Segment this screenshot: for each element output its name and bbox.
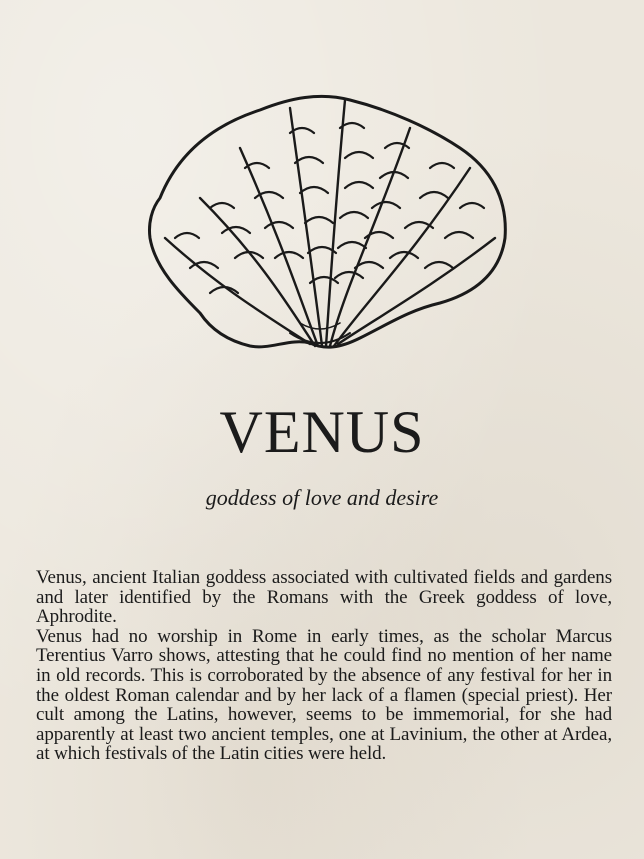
article-body [36, 568, 612, 764]
scallop-shell-icon [140, 88, 512, 358]
page-title: VENUS [219, 399, 425, 465]
scallop-shell-illustration [140, 88, 512, 358]
paragraph-2: Venus had no worship in Rome in early times, as the scholar Marcus Terentius Varro shows, attesting that he could find no mention of her name in old records. This is corroborated by the absence of any festival for her in the oldest Roman calendar and by her lack of a flamen (special priest). Her cult among the Latins, however, seems to be immemorial, for she had apparently at least two ancient temples, one at Lavinium, the other at Ardea, at which festivals of the Latin cities were held. [36, 625, 612, 765]
paragraph-1: Venus, ancient Italian goddess associated with cultivated fields and gardens and later identified by the Romans with the Greek goddess of love, Aphrodite. [36, 567, 612, 628]
page-subtitle: goddess of love and desire [205, 485, 439, 510]
